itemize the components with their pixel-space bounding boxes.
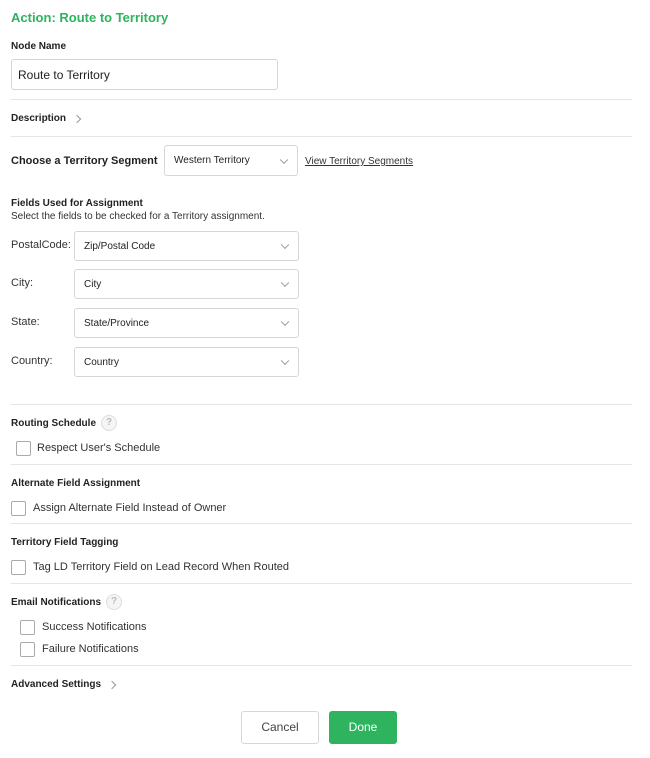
help-icon[interactable]: ?: [101, 415, 117, 431]
success-notifications-label: Success Notifications: [42, 621, 147, 633]
alternate-field-title: Alternate Field Assignment: [11, 478, 141, 489]
fields-assignment-subtitle: Select the fields to be checked for a Territory assignment.: [11, 211, 265, 222]
city-label: City:: [11, 277, 33, 289]
segment-select-value: Western Territory: [174, 155, 250, 166]
divider: [11, 464, 632, 465]
chevron-right-icon: [73, 114, 81, 122]
divider: [11, 583, 632, 584]
state-select-value: State/Province: [84, 317, 150, 329]
routing-schedule-title: Routing Schedule: [11, 418, 96, 429]
city-select-value: City: [84, 278, 102, 290]
postalcode-label: PostalCode:: [11, 239, 71, 251]
country-select[interactable]: [74, 347, 299, 377]
segment-select[interactable]: [164, 145, 298, 176]
chevron-down-icon: [281, 318, 289, 326]
state-label: State:: [11, 316, 40, 328]
advanced-settings-toggle[interactable]: [11, 679, 115, 690]
node-name-label: Node Name: [11, 41, 67, 52]
alternate-field-label: Assign Alternate Field Instead of Owner: [33, 502, 227, 514]
divider: [11, 523, 632, 524]
chevron-down-icon: [280, 155, 288, 163]
divider: [11, 136, 632, 137]
description-label: Description: [11, 113, 67, 124]
done-button[interactable]: Done: [329, 711, 397, 744]
divider: [11, 99, 632, 100]
city-select[interactable]: [74, 269, 299, 299]
email-notifications-title: Email Notifications: [11, 597, 102, 608]
state-select[interactable]: [74, 308, 299, 338]
respect-schedule-label: Respect User's Schedule: [37, 442, 161, 454]
page-title: Action: Route to Territory: [11, 10, 169, 25]
advanced-settings-label: Advanced Settings: [11, 679, 102, 690]
chevron-down-icon: [281, 357, 289, 365]
alternate-field-checkbox[interactable]: [11, 501, 26, 516]
description-toggle[interactable]: [11, 113, 80, 124]
failure-notifications-label: Failure Notifications: [42, 643, 139, 655]
divider: [11, 665, 632, 666]
postalcode-select[interactable]: [74, 231, 299, 261]
chevron-down-icon: [281, 279, 289, 287]
node-name-input[interactable]: [11, 59, 278, 90]
country-label: Country:: [11, 355, 53, 367]
territory-tagging-title: Territory Field Tagging: [11, 537, 119, 548]
respect-schedule-checkbox[interactable]: [16, 441, 31, 456]
help-icon[interactable]: ?: [106, 594, 122, 610]
success-notifications-checkbox[interactable]: [20, 620, 35, 635]
failure-notifications-checkbox[interactable]: [20, 642, 35, 657]
chevron-down-icon: [281, 241, 289, 249]
country-select-value: Country: [84, 356, 120, 368]
chevron-right-icon: [108, 680, 116, 688]
territory-tagging-label: Tag LD Territory Field on Lead Record When Routed: [33, 561, 289, 573]
territory-tagging-checkbox[interactable]: [11, 560, 26, 575]
postalcode-select-value: Zip/Postal Code: [84, 240, 156, 252]
segment-label: Choose a Territory Segment: [11, 155, 158, 167]
cancel-button[interactable]: Cancel: [241, 711, 319, 744]
view-territory-segments-link[interactable]: View Territory Segments: [305, 156, 414, 167]
divider: [11, 404, 632, 405]
fields-assignment-title: Fields Used for Assignment: [11, 198, 143, 209]
